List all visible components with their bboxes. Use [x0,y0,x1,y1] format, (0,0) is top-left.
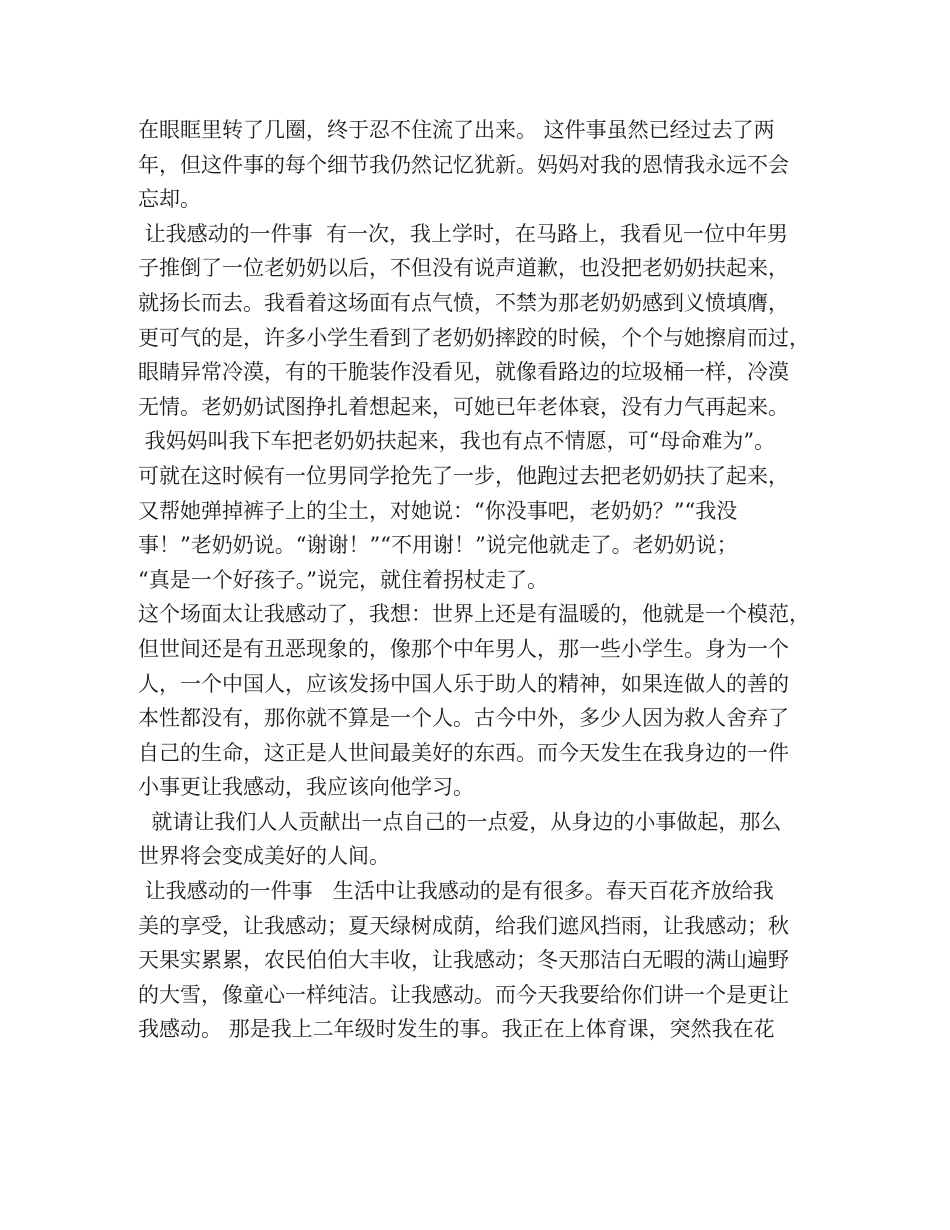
text-line: 人，一个中国人，应该发扬中国人乐于助人的精神，如果连做人的善的 [138,671,789,696]
text-line: 我妈妈叫我下车把老奶奶扶起来，我也有点不情愿，可“母命难为”。 [138,429,776,454]
text-line: 自己的生命，这正是人世间最美好的东西。而今天发生在我身边的一件 [138,740,789,765]
text-line: 本性都没有，那你就不算是一个人。古今中外，多少人因为救人舍弃了 [138,706,789,731]
text-line: 让我感动的一件事 有一次，我上学时，在马路上，我看见一位中年男 [138,221,789,246]
text-line: 小事更让我感动，我应该向他学习。 [138,775,474,800]
text-line: 事！”老奶奶说。“谢谢！”“不用谢！”说完他就走了。老奶奶说； [138,533,738,558]
text-line: 的大雪，像童心一样纯洁。让我感动。而今天我要给你们讲一个是更让 [138,982,789,1007]
text-line: 更可气的是，许多小学生看到了老奶奶摔跤的时候，个个与她擦肩而过， [138,325,810,350]
text-line: 子推倒了一位老奶奶以后，不但没有说声道歉，也没把老奶奶扶起来， [138,256,789,281]
text-line: 又帮她弹掉裤子上的尘土，对她说：“你没事吧，老奶奶？”“我没 [138,498,738,523]
text-line: 我感动。 那是我上二年级时发生的事。我正在上体育课，突然我在花 [138,1017,775,1042]
text-line: 在眼眶里转了几圈，终于忍不住流了出来。 这件事虽然已经过去了两 [138,118,775,142]
text-line: 可就在这时候有一位男同学抢先了一步，他跑过去把老奶奶扶了起来， [138,463,789,488]
text-line: 天果实累累，农民伯伯大丰收，让我感动；冬天那洁白无暇的满山遍野 [138,948,789,973]
text-line: 就扬长而去。我看着这场面有点气愤，不禁为那老奶奶感到义愤填膺， [138,290,789,315]
text-line: “真是一个好孩子。”说完，就住着拐杖走了。 [138,567,548,592]
text-line: 世界将会变成美好的人间。 [138,844,390,869]
text-line: 美的享受，让我感动；夏天绿树成荫，给我们遮风挡雨，让我感动；秋 [138,913,789,938]
text-line: 但世间还是有丑恶现象的，像那个中年男人，那一些小学生。身为一个 [138,636,789,661]
body-text [138,113,828,1047]
text-line: 年，但这件事的每个细节我仍然记忆犹新。妈妈对我的恩情我永远不会 [138,152,789,177]
text-line: 这个场面太让我感动了，我想：世界上还是有温暖的，他就是一个模范， [138,602,810,627]
text-line: 无情。老奶奶试图挣扎着想起来，可她已年老体衰，没有力气再起来。 [138,394,789,419]
text-line: 忘却。 [138,187,201,212]
text-line: 就请让我们人人贡献出一点自己的一点爱，从身边的小事做起，那么 [138,809,782,834]
text-line: 让我感动的一件事 生活中让我感动的是有很多。春天百花齐放给我 [138,879,774,904]
text-line: 眼睛异常冷漠，有的干脆装作没看见，就像看路边的垃圾桶一样，冷漠 [138,360,789,385]
